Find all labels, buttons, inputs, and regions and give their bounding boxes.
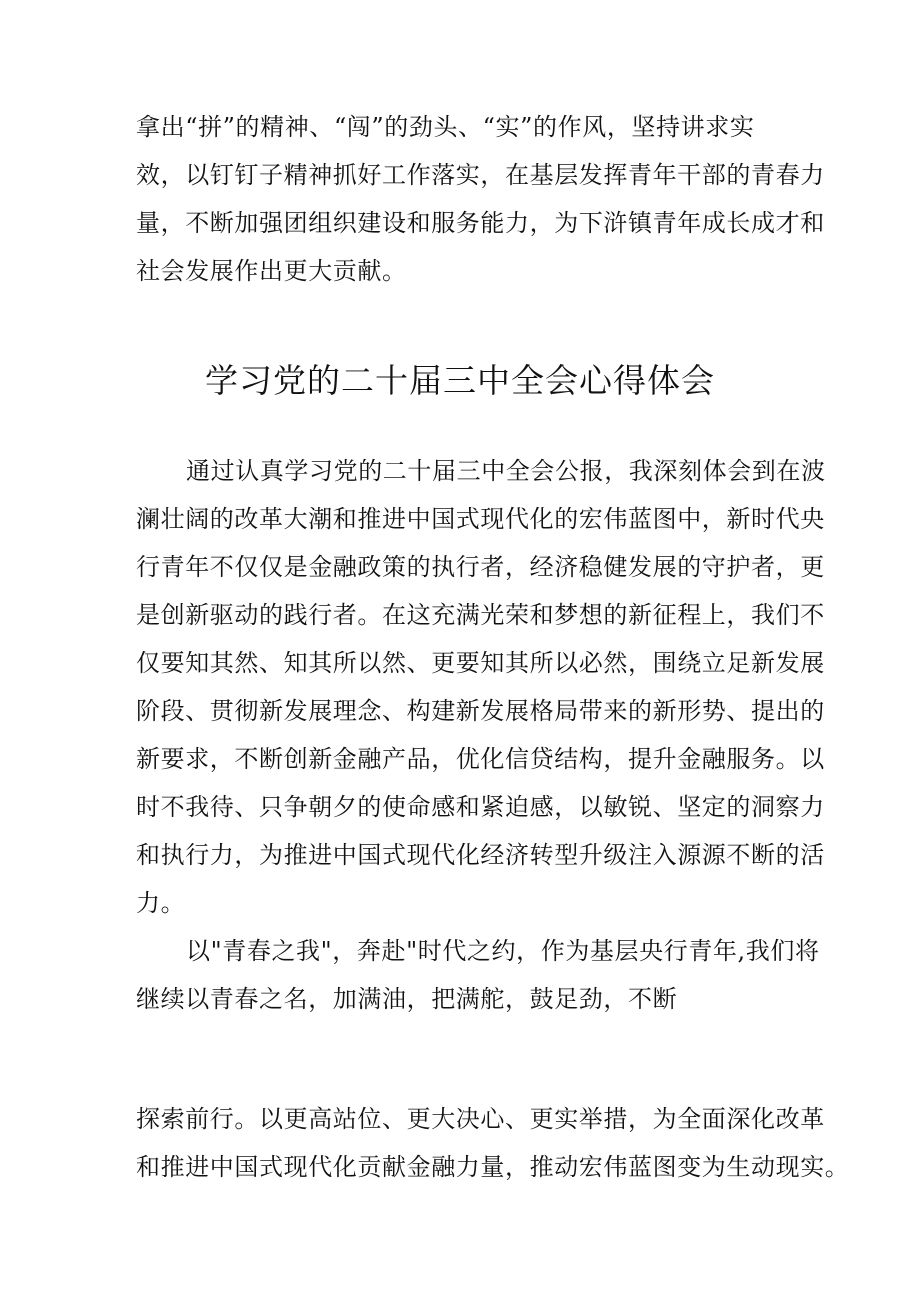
text-line: 澜壮阔的改革大潮和推进中国式现代化的宏伟蓝图中，新时代央 (136, 505, 825, 533)
text-line: 时不我待、只争朝夕的使命感和紧迫感，以敏锐、坚定的洞察力 (136, 793, 825, 821)
text-line: 拿出“拼”的精神、“闯”的劲头、“实”的作风，坚持讲求实 (136, 113, 755, 141)
text-line: 力。 (136, 889, 186, 917)
document-title: 学习党的二十届三中全会心得体会 (205, 361, 715, 400)
text-line: 阶段、贯彻新发展理念、构建新发展格局带来的新形势、提出的 (136, 697, 825, 725)
text-line: 继续以青春之名，加满油，把满舵，鼓足劲，不断 (136, 985, 678, 1013)
text-line: 行青年不仅仅是金融政策的执行者，经济稳健发展的守护者，更 (136, 553, 825, 581)
text-line: 社会发展作出更大贡献。 (136, 257, 407, 285)
text-line: 量，不断加强团组织建设和服务能力，为下浒镇青年成长成才和 (136, 209, 825, 237)
text-line: 效，以钉钉子精神抓好工作落实，在基层发挥青年干部的青春力 (136, 161, 825, 189)
text-line: 和执行力，为推进中国式现代化经济转型升级注入源源不断的活 (136, 841, 825, 869)
text-line: 通过认真学习党的二十届三中全会公报，我深刻体会到在波 (186, 457, 826, 485)
text-line: 仅要知其然、知其所以然、更要知其所以必然，围绕立足新发展 (136, 649, 825, 677)
text-line: 以"青春之我"，奔赴"时代之约，作为基层央行青年,我们将 (186, 937, 820, 965)
text-line: 新要求，不断创新金融产品，优化信贷结构，提升金融服务。以 (136, 745, 825, 773)
text-line: 和推进中国式现代化贡献金融力量，推动宏伟蓝图变为生动现实。 (136, 1153, 850, 1181)
text-line: 探索前行。以更高站位、更大决心、更实举措，为全面深化改革 (136, 1105, 825, 1133)
text-line: 是创新驱动的践行者。在这充满光荣和梦想的新征程上，我们不 (136, 601, 825, 629)
